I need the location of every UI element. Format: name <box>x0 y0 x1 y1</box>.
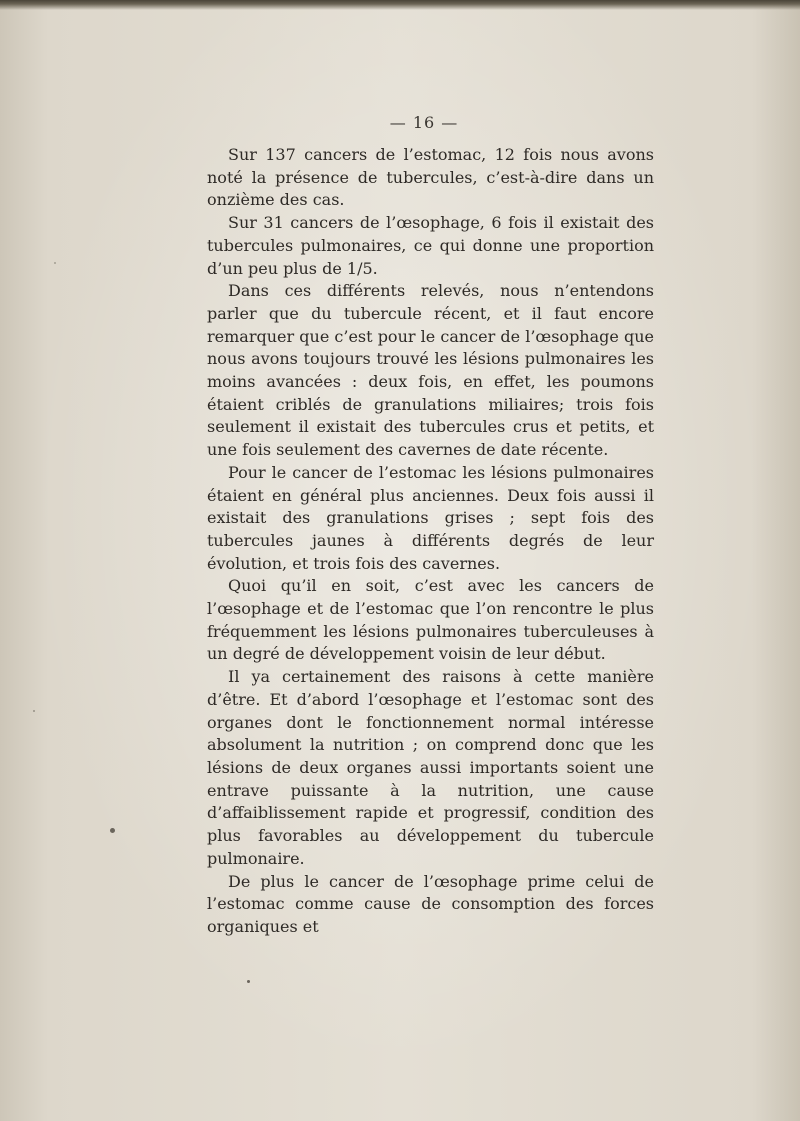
paragraph: Dans ces différents relevés, nous n’entendons parler que du tubercule récent, et il faut encore remarquer que c’est pour le cancer de l’œsophage que nous avons toujours trouvé les lésions pulmonaires les moins avancées : deux fois, en effet, les poumons étaient criblés de granulations miliaires; trois fois seulement il existait des tubercules crus et petits, et une fois seulement des cavernes de date récente. <box>207 281 654 460</box>
paragraph: Pour le cancer de l’estomac les lésions pulmonaires étaient en général plus anciennes. Deux fois aussi il existait des granulations grises ; sept fois des tubercules jaunes à différents degrés de leur évolution, et trois fois des cavernes. <box>207 462 654 573</box>
paper-speck <box>247 980 250 983</box>
paragraph: Il ya certainement des raisons à cette manière d’être. Et d’abord l’œsophage et l’estomac sont des organes dont le fonctionnement normal intéresse absolument la nutrition ; on comprend donc que les lésions de deux organes aussi importants soient une entrave puissante à la nutrition, une cause d’affaiblissement rapide et progressif, condition des plus favorables au développement du tubercule pulmonaire. <box>207 667 654 868</box>
paper-speck <box>54 262 56 264</box>
paragraph: Sur 31 cancers de l’œsophage, 6 fois il existait des tubercules pulmonaires, ce qui donne une proportion d’un peu plus de 1/5. <box>207 213 654 278</box>
paper-speck <box>110 828 115 833</box>
paper-speck <box>33 710 35 712</box>
paragraph: Sur 137 cancers de l’estomac, 12 fois nous avons noté la présence de tubercules, c’est-à-dire dans un onzième des cas. <box>207 145 654 210</box>
page-top-edge <box>0 0 800 10</box>
body-text <box>207 144 654 939</box>
paragraph: Quoi qu’il en soit, c’est avec les cancers de l’œsophage et de l’estomac que l’on rencontre le plus fréquemment les lésions pulmonaires tuberculeuses à un degré de développement voisin de leur début. <box>207 576 654 664</box>
page-number: — 16 — <box>389 113 459 132</box>
paragraph: De plus le cancer de l’œsophage prime celui de l’estomac comme cause de consomption des forces organiques et <box>207 871 654 936</box>
